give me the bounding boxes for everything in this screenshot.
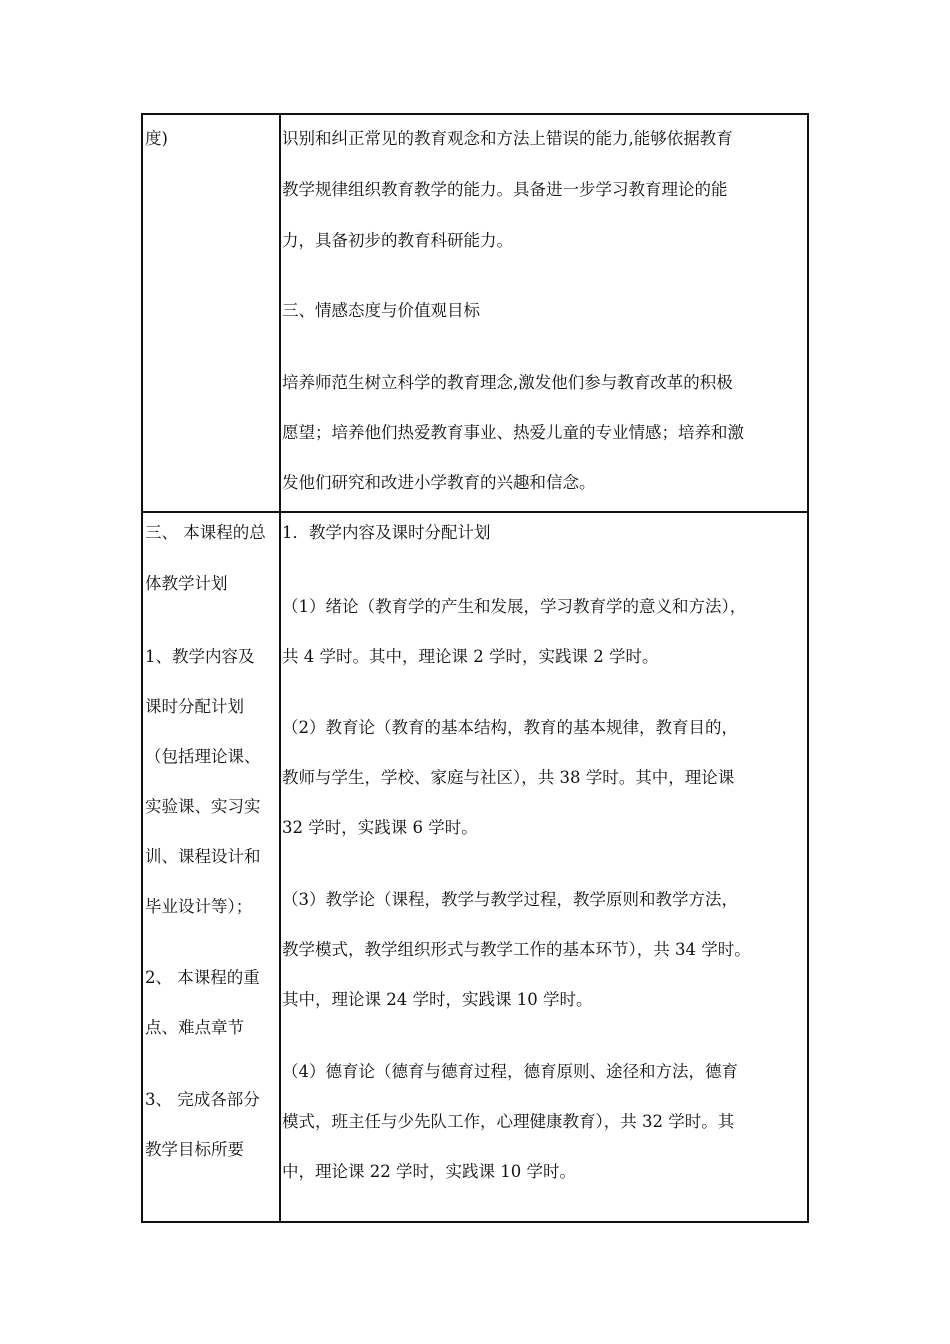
row1-right-line: 识别和纠正常见的教育观念和方法上错误的能力,能够依据教育 <box>282 129 733 148</box>
section-heading: 1．教学内容及课时分配计划 <box>282 523 491 542</box>
section-heading: 三、情感态度与价值观目标 <box>282 301 480 320</box>
row2-left-line: 2、 本课程的重 <box>145 968 260 987</box>
row2-left-line: （包括理论课、 <box>145 747 261 766</box>
row1-right-line: 力，具备初步的教育科研能力。 <box>282 231 513 250</box>
row2-right-line: （4）德育论（德育与德育过程，德育原则、途径和方法，德育 <box>282 1062 738 1081</box>
row2-left-line: 课时分配计划 <box>145 697 244 716</box>
row1-right-cell <box>282 115 809 511</box>
course-plan-table <box>141 113 809 1223</box>
row1-right-line: 教学规律组织教育教学的能力。具备进一步学习教育理论的能 <box>282 180 728 199</box>
row2-right-line: 中，理论课 22 学时，实践课 10 学时。 <box>282 1162 576 1181</box>
row1-right-line: 培养师范生树立科学的教育理念,激发他们参与教育改革的积极 <box>282 373 733 392</box>
row1-right-line: 发他们研究和改进小学教育的兴趣和信念。 <box>282 473 596 492</box>
row2-right-line: 32 学时，实践课 6 学时。 <box>282 818 478 837</box>
row2-right-line: （3）教学论（课程，教学与教学过程，教学原则和教学方法， <box>282 890 738 909</box>
column-divider <box>279 115 281 1221</box>
row2-left-line: 体教学计划 <box>145 574 228 593</box>
row2-right-line: 其中，理论课 24 学时，实践课 10 学时。 <box>282 990 593 1009</box>
row2-left-line: 点、难点章节 <box>145 1018 244 1037</box>
row2-right-line: 共 4 学时。其中，理论课 2 学时，实践课 2 学时。 <box>282 647 659 666</box>
row2-left-line: 实验课、实习实 <box>145 797 261 816</box>
row2-left-cell <box>145 513 279 1221</box>
row2-right-line: 教学模式，教学组织形式与教学工作的基本环节），共 34 学时。 <box>282 940 751 959</box>
row2-left-line: 1、教学内容及 <box>145 647 255 666</box>
row1-left-line: 度) <box>145 129 168 148</box>
row1-right-line: 愿望；培养他们热爱教育事业、热爱儿童的专业情感；培养和激 <box>282 423 744 442</box>
row2-left-line: 教学目标所要 <box>145 1140 244 1159</box>
row1-left-cell <box>145 115 279 511</box>
row2-left-line: 训、课程设计和 <box>145 847 261 866</box>
row2-right-line: （1）绪论（教育学的产生和发展，学习教育学的意义和方法）， <box>282 597 747 616</box>
row2-left-line: 3、 完成各部分 <box>145 1090 260 1109</box>
row2-right-cell <box>282 513 809 1221</box>
row2-right-line: （2）教育论（教育的基本结构，教育的基本规律，教育目的， <box>282 718 738 737</box>
row2-right-line: 模式，班主任与少先队工作，心理健康教育），共 32 学时。其 <box>282 1112 735 1131</box>
row2-right-line: 教师与学生，学校、家庭与社区），共 38 学时。其中，理论课 <box>282 768 735 787</box>
row2-left-line: 三、 本课程的总 <box>145 523 266 542</box>
row2-left-line: 毕业设计等）； <box>145 897 253 916</box>
